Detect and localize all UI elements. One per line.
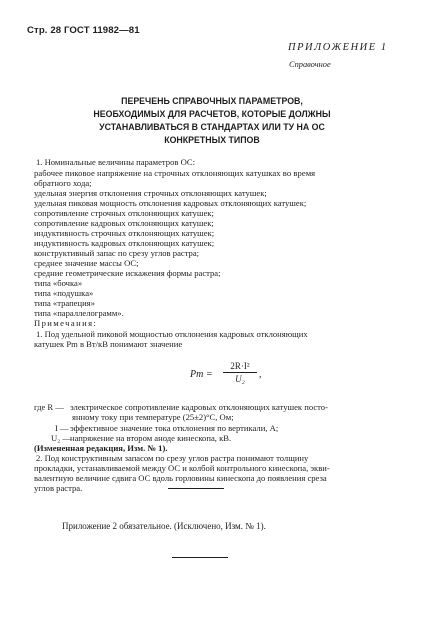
list-item: типа «подушка» (34, 288, 94, 298)
list-item: типа «бочка» (34, 278, 83, 288)
section-1-heading: 1. Номинальные величины параметров ОС: (36, 157, 196, 167)
note-2-line-4: углов растра. (34, 483, 83, 493)
formula-lhs: Pm = (190, 369, 213, 380)
title-line-4: КОНКРЕТНЫХ ТИПОВ (164, 135, 260, 145)
list-item: конструктивный запас по срезу углов растра; (34, 248, 200, 258)
symbol-u: U₂ — (51, 433, 71, 443)
section-1-line-a2: обратного хода; (34, 178, 92, 188)
note-1-line-1: 1. Под удельной пиковой мощностью отклонения кадровых отклоняющих (36, 329, 308, 339)
def-r-line-2: янному току при температуре (25±2)°C, Ом; (72, 412, 234, 422)
list-item: типа «параллелограмм». (34, 308, 124, 318)
list-item: удельная пиковая мощность отклонения кадровых отклоняющих катушек; (34, 198, 307, 208)
list-item: средние геометрические искажения формы растра; (34, 268, 221, 278)
def-u: напряжение на втором аноде кинескопа, кВ. (70, 433, 232, 443)
end-rule (172, 557, 228, 558)
formula-numerator: 2R·I² (223, 361, 257, 373)
list-item: сопротивление строчных отклоняющих катушек; (34, 208, 214, 218)
appendix-2-note: Приложение 2 обязательное. (Исключено, Изм. № 1). (62, 521, 266, 531)
edition-note: (Измененная редакция, Изм. № 1). (34, 443, 168, 453)
list-item: индуктивность кадровых отклоняющих катушек; (34, 238, 215, 248)
note-1-line-2: катушек Pm в Вт/кВ понимают значение (34, 339, 183, 349)
list-item: среднее значение массы ОС; (34, 258, 139, 268)
title-line-1: ПЕРЕЧЕНЬ СПРАВОЧНЫХ ПАРАМЕТРОВ, (121, 96, 303, 106)
def-i: эффективное значение тока отклонения по вертикали, А; (70, 423, 279, 433)
note-2-line-2: прокладки, устанавливаемой между ОС и колбой контрольного кинескопа, экви- (34, 463, 330, 473)
appendix-type: Справочное (289, 60, 331, 69)
symbol-i: I — (55, 423, 69, 433)
list-item: удельная энергия отклонения строчных отклоняющих катушек; (34, 188, 267, 198)
note-2-line-1: 2. Под конструктивным запасом по срезу углов растра понимают толщину (36, 453, 309, 463)
appendix-label: ПРИЛОЖЕНИЕ 1 (288, 42, 388, 53)
formula-fraction (223, 361, 257, 385)
def-r-line-1: электрическое сопротивление кадровых отклоняющих катушек посто- (70, 402, 328, 412)
list-item: индуктивность строчных отклоняющих катушек; (34, 228, 215, 238)
notes-heading: Примечания: (34, 318, 98, 328)
title-line-2: НЕОБХОДИМЫХ ДЛЯ РАСЧЕТОВ, КОТОРЫЕ ДОЛЖНЫ (93, 109, 331, 119)
list-item: сопротивление кадровых отклоняющих катушек; (34, 218, 214, 228)
section-1-line-a1: рабочее пиковое напряжение на строчных отклоняющих катушках во время (34, 168, 316, 178)
list-item: типа «трапеция» (34, 298, 95, 308)
formula-denominator: U₂ (235, 374, 245, 385)
formula-comma: , (259, 369, 262, 380)
page-header: Стр. 28 ГОСТ 11982—81 (27, 25, 140, 36)
separator-rule (168, 488, 224, 489)
where-label: где R — (34, 402, 64, 412)
note-2-line-3: валентную величине сдвига ОС вдоль горловины кинескопа до появления среза (34, 473, 327, 483)
title-line-3: УСТАНАВЛИВАТЬСЯ В СТАНДАРТАХ ИЛИ ТУ НА ОС (99, 122, 325, 132)
